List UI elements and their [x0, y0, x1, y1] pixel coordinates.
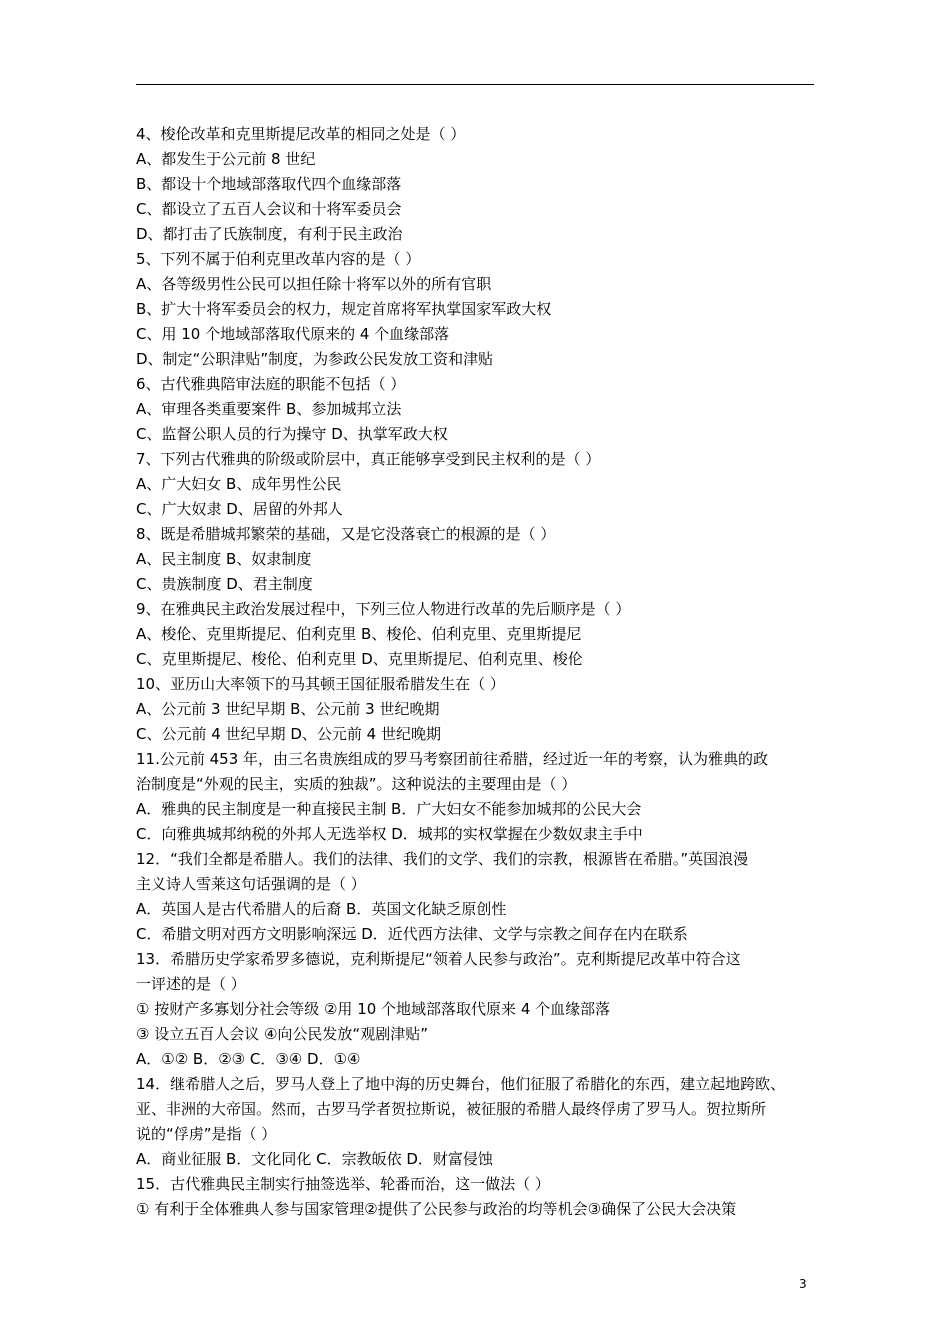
- text-line: 5、下列不属于伯利克里改革内容的是（ ）: [136, 250, 421, 268]
- text-line: A．商业征服 B．文化同化 C．宗教皈依 D．财富侵蚀: [136, 1150, 493, 1168]
- text-line: 治制度是“外观的民主，实质的独裁”。这种说法的主要理由是（ ）: [136, 775, 577, 793]
- text-line: C、贵族制度 D、君主制度: [136, 575, 313, 593]
- text-line: 10、亚历山大率领下的马其顿王国征服希腊发生在（ ）: [136, 675, 505, 693]
- text-line: 15．古代雅典民主制实行抽签选举、轮番而治，这一做法（ ）: [136, 1175, 550, 1193]
- text-line: A．①② B．②③ C．③④ D．①④: [136, 1050, 361, 1068]
- text-line: C、监督公职人员的行为操守 D、执掌军政大权: [136, 425, 448, 443]
- text-line: 6、古代雅典陪审法庭的职能不包括（ ）: [136, 375, 406, 393]
- text-line: 亚、非洲的大帝国。然而，古罗马学者贺拉斯说，被征服的希腊人最终俘虏了罗马人。贺拉斯所: [136, 1100, 767, 1118]
- text-line: A、公元前 3 世纪早期 B、公元前 3 世纪晚期: [136, 700, 440, 718]
- text-line: C．向雅典城邦纳税的外邦人无选举权 D．城邦的实权掌握在少数奴隶主手中: [136, 825, 643, 843]
- text-line: A、梭伦、克里斯提尼、伯利克里 B、梭伦、伯利克里、克里斯提尼: [136, 625, 582, 643]
- text-line: 13．希腊历史学家希罗多德说，克利斯提尼“领着人民参与政治”。克利斯提尼改革中符合这: [136, 950, 741, 968]
- text-line: ① 按财产多寡划分社会等级 ②用 10 个地域部落取代原来 4 个血缘部落: [136, 1000, 611, 1018]
- text-line: A、广大妇女 B、成年男性公民: [136, 475, 342, 493]
- text-line: ① 有利于全体雅典人参与国家管理②提供了公民参与政治的均等机会③确保了公民大会决策: [136, 1200, 737, 1218]
- text-line: 12．“我们全都是希腊人。我们的法律、我们的文学、我们的宗教，根源皆在希腊。”英国浪漫: [136, 850, 749, 868]
- text-line: C、公元前 4 世纪早期 D、公元前 4 世纪晚期: [136, 725, 441, 743]
- text-line: A、审理各类重要案件 B、参加城邦立法: [136, 400, 402, 418]
- text-line: A．雅典的民主制度是一种直接民主制 B．广大妇女不能参加城邦的公民大会: [136, 800, 642, 818]
- text-line: 4、梭伦改革和克里斯提尼改革的相同之处是（ ）: [136, 125, 466, 143]
- text-line: C、广大奴隶 D、居留的外邦人: [136, 500, 343, 518]
- text-line: 说的“俘虏”是指（ ）: [136, 1125, 277, 1143]
- text-line: A、各等级男性公民可以担任除十将军以外的所有官职: [136, 275, 492, 293]
- text-line: A、都发生于公元前 8 世纪: [136, 150, 316, 168]
- text-line: D、都打击了氏族制度，有利于民主政治: [136, 225, 403, 243]
- text-line: A．英国人是古代希腊人的后裔 B．英国文化缺乏原创性: [136, 900, 507, 918]
- question-list: [136, 122, 814, 1222]
- text-line: C、克里斯提尼、梭伦、伯利克里 D、克里斯提尼、伯利克里、梭伦: [136, 650, 583, 668]
- text-line: 主义诗人雪莱这句话强调的是（ ）: [136, 875, 366, 893]
- text-line: 8、既是希腊城邦繁荣的基础，又是它没落衰亡的根源的是（ ）: [136, 525, 556, 543]
- text-line: 11.公元前 453 年，由三名贵族组成的罗马考察团前往希腊，经过近一年的考察，认为雅典的政: [136, 750, 769, 768]
- text-line: A、民主制度 B、奴隶制度: [136, 550, 312, 568]
- text-line: 14．继希腊人之后，罗马人登上了地中海的历史舞台，他们征服了希腊化的东西，建立起地跨欧、: [136, 1075, 786, 1093]
- text-line: C、用 10 个地域部落取代原来的 4 个血缘部落: [136, 325, 450, 343]
- text-line: D、制定“公职津贴”制度，为参政公民发放工资和津贴: [136, 350, 494, 368]
- text-line: 一评述的是（ ）: [136, 975, 246, 993]
- header-rule: [136, 84, 814, 85]
- text-line: B、扩大十将军委员会的权力，规定首席将军执掌国家军政大权: [136, 300, 552, 318]
- text-line: 7、下列古代雅典的阶级或阶层中，真正能够享受到民主权利的是（ ）: [136, 450, 601, 468]
- text-line: C、都设立了五百人会议和十将军委员会: [136, 200, 402, 218]
- page-number: 3: [799, 1277, 807, 1291]
- text-line: B、都设十个地域部落取代四个血缘部落: [136, 175, 402, 193]
- text-line: ③ 设立五百人会议 ④向公民发放“观剧津贴”: [136, 1025, 428, 1043]
- text-line: 9、在雅典民主政治发展过程中，下列三位人物进行改革的先后顺序是（ ）: [136, 600, 631, 618]
- text-line: C．希腊文明对西方文明影响深远 D．近代西方法律、文学与宗教之间存在内在联系: [136, 925, 688, 943]
